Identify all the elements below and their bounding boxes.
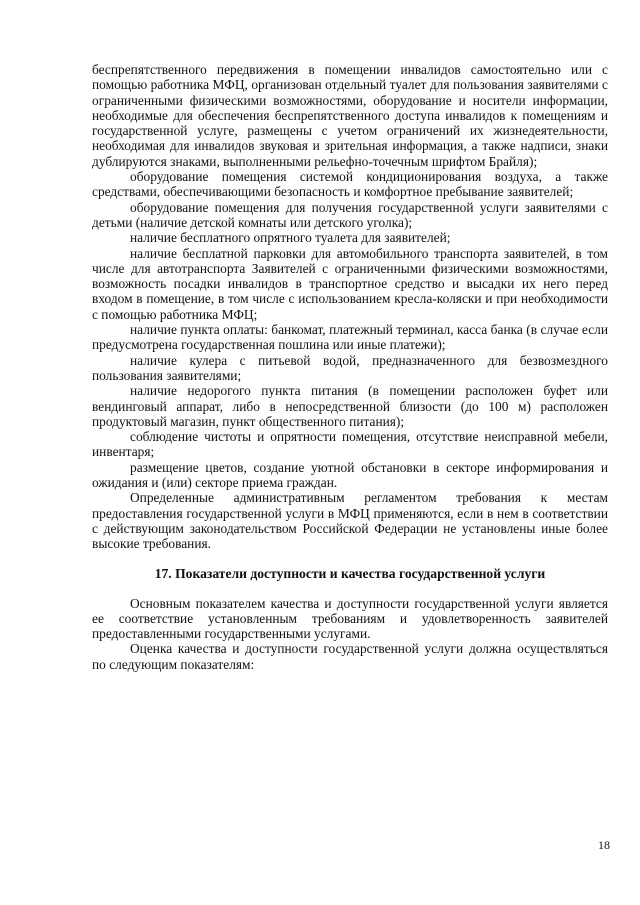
paragraph: соблюдение чистоты и опрятности помещения, отсутствие неисправной мебели, инвентаря;	[92, 429, 608, 460]
paragraph: наличие пункта оплаты: банкомат, платежный терминал, касса банка (в случае если предусмотрена государственная пошлина или иные платежи);	[92, 322, 608, 353]
paragraph: Оценка качества и доступности государственной услуги должна осуществляться по следующим показателям:	[92, 641, 608, 672]
paragraph: оборудование помещения для получения государственной услуги заявителями с детьми (наличие детской комнаты или детского уголка);	[92, 199, 608, 230]
paragraph: Определенные административным регламентом требования к местам предоставления государственной услуги в МФЦ применяются, если в нем в соответствии с действующим законодательством Российской Федерации не установлены иные более высокие требования.	[92, 490, 608, 552]
document-body	[92, 62, 608, 672]
paragraph: наличие бесплатной парковки для автомобильного транспорта заявителей, в том числе для автотранспорта Заявителей с ограниченными физическими возможностями, возможность посадки инвалидов в транспортное средство и высадки их него перед входом в помещение, в том числе с использованием кресла-коляски и при необходимости с помощью работника МФЦ;	[92, 245, 608, 322]
paragraph: оборудование помещения системой кондиционирования воздуха, а также средствами, обеспечивающими безопасность и комфортное пребывание заявителей;	[92, 169, 608, 200]
paragraph: наличие бесплатного опрятного туалета для заявителей;	[130, 230, 451, 246]
paragraph: наличие кулера с питьевой водой, предназначенного для безвозмездного пользования заявителями;	[92, 352, 608, 383]
section-heading: 17. Показатели доступности и качества государственной услуги	[154, 565, 546, 581]
page-number: 18	[598, 838, 610, 852]
paragraph: наличие недорогого пункта питания (в помещении расположен буфет или вендинговый аппарат, либо в непосредственной близости (до 100 м) расположен продуктовый магазин, пункт общественного питания);	[92, 383, 608, 429]
paragraph: беспрепятственного передвижения в помещении инвалидов самостоятельно или с помощью работника МФЦ, организован отдельный туалет для пользования заявителями с ограниченными физическими возможностями, оборудование и носители информации, необходимые для обеспечения беспрепятственного доступа инвалидов к помещениям и государственной услуге, размещены с учетом ограничений их жизнедеятельности, необходимая для инвалидов звуковая и зрительная информация, а также надписи, знаки дублируются знаками, выполненными рельефно-точечным шрифтом Брайля);	[92, 62, 608, 169]
paragraph: размещение цветов, создание уютной обстановки в секторе информирования и ожидания и (или) секторе приема граждан.	[92, 459, 608, 491]
paragraph: Основным показателем качества и доступности государственной услуги является ее соответствие установленным требованиям и удовлетворенность заявителей предоставленными государственными услугами.	[92, 595, 608, 642]
